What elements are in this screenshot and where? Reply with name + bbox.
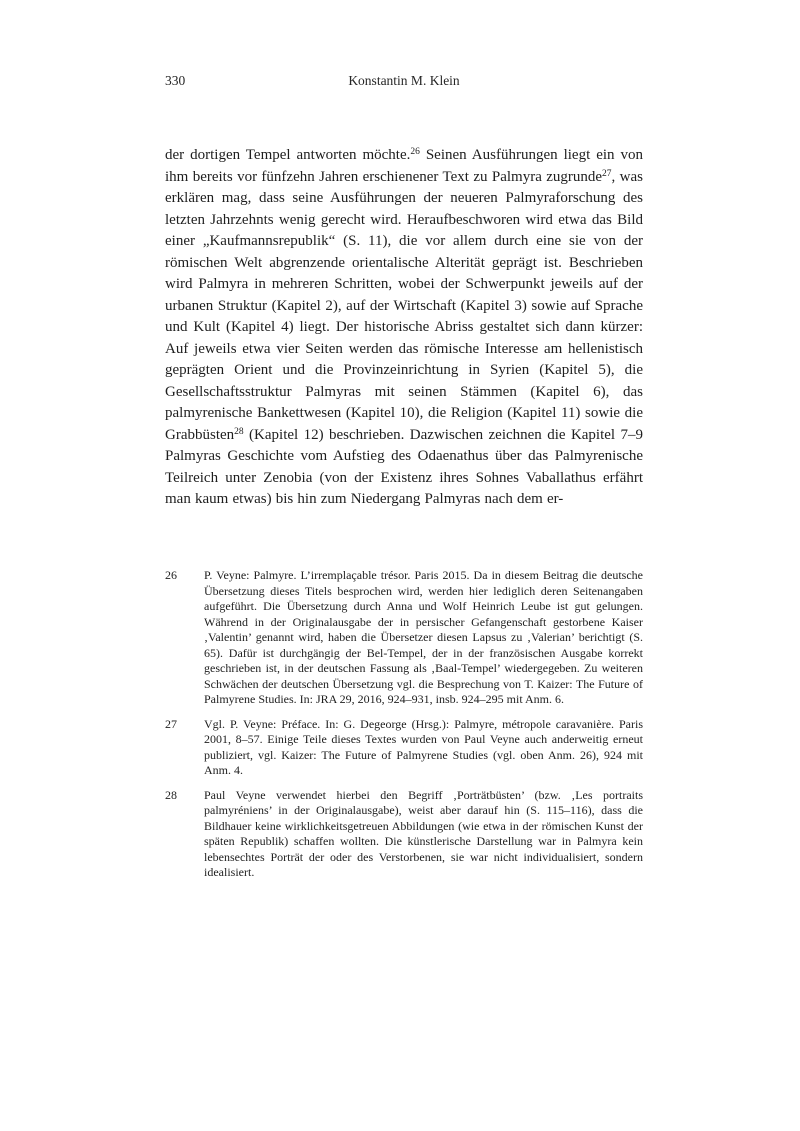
footnote-ref-27: 27 bbox=[602, 168, 612, 179]
footnote-number: 28 bbox=[165, 787, 177, 802]
body-segment: Seinen Ausführungen liegt ein von ihm bereits vor fünfzehn Jahren erschienener Text zu Palmyra zugrunde bbox=[165, 147, 643, 185]
body-text-block bbox=[165, 145, 643, 511]
footnote-ref-26: 26 bbox=[410, 147, 420, 157]
body-segment: (Kapitel 12) beschrieben. Dazwischen zeichnen die Kapitel 7–9 Palmyras Geschichte vom Aufstieg des Odaenathus über das Palmyrenische Teilreich unter Zenobia (von der Existenz ihres Sohnes Vaballathus erfährt man kaum etwas) bis hin zum Niedergang Palmyras nach dem er- bbox=[165, 426, 643, 507]
footnote-number: 27 bbox=[165, 716, 177, 731]
page-header bbox=[165, 72, 643, 89]
footnote-number: 26 bbox=[165, 568, 177, 582]
footnote-text: Vgl. P. Veyne: Préface. In: G. Degeorge (Hrsg.): Palmyre, métropole caravanière. Paris 2001, 8–57. Einige Teile dieses Textes wurden von Paul Veyne auch anderweitig erneut publiziert, vgl. Kaizer: The Future of Palmyrene Studies (vgl. oben Anm. 26), 924 mit Anm. 4. bbox=[204, 716, 643, 777]
body-paragraph bbox=[165, 145, 643, 511]
footnotes-block bbox=[165, 568, 643, 890]
footnote-26 bbox=[165, 568, 643, 708]
footnote-ref-28: 28 bbox=[234, 426, 244, 437]
body-segment: der dortigen Tempel antworten möchte. bbox=[165, 147, 411, 163]
running-head: Konstantin M. Klein bbox=[348, 73, 460, 88]
page-number: 330 bbox=[165, 73, 186, 88]
footnote-text: P. Veyne: Palmyre. L’irremplaçable trésor. Paris 2015. Da in diesem Beitrag die deutsche Übersetzung dieses Titels besprochen wird, werden hier lediglich deren Seitenangaben aufgeführt. Die Übersetzung durch Anna und Wolf Heinrich Leube ist gut gelungen. Während in der Originalausgabe der in persischer Gefangenschaft gestorbene Kaiser ‚Valentin’ genannt wird, haben die Übersetzer diesen Lapsus zu ‚Valerian’ berichtigt (S. 65). Dafür ist durchgängig der Bel-Tempel, der in der französischen Ausgabe korrekt geschrieben ist, in der deutschen Fassung als ‚Baal-Tempel’ wiedergegeben. Zu weiteren Schwächen der deutschen Übersetzung vgl. die Besprechung von T. Kaizer: The Future of Palmyrene Studies. In: JRA 29, 2016, 924–931, insb. 924–295 mit Anm. 6. bbox=[204, 568, 643, 706]
body-segment: , was erklären mag, dass seine Ausführungen der neueren Palmyraforschung des letzten Jahrzehnts wenig gerecht wird. Heraufbeschworen wird etwa das Bild einer „Kaufmannsrepublik“ (S. 11), die vor allem durch eine sie von der römischen Welt abgrenzende orientalische Alterität geprägt ist. Beschrieben wird Palmyra in mehreren Schritten, wobei der Schwerpunkt jeweils auf der urbanen Struktur (Kapitel 2), auf der Wirtschaft (Kapitel 3) sowie auf Sprache und Kult (Kapitel 4) liegt. Der historische Abriss gestaltet sich dann kürzer: Auf jeweils etwa vier Seiten werden das römische Interesse am hellenistisch geprägten Orient und die Provinzeinrichtung in Syrien (Kapitel 5), die Gesellschaftsstruktur Palmyras mit seinen Stämmen (Kapitel 6), das palmyrenische Bankettwesen (Kapitel 10), die Religion (Kapitel 11) sowie die Grabbüsten bbox=[165, 168, 643, 443]
footnote-28 bbox=[165, 788, 643, 881]
footnote-27 bbox=[165, 717, 643, 779]
footnote-text: Paul Veyne verwendet hierbei den Begriff ‚Porträtbüsten’ (bzw. ‚Les portraits palmyréniens’ in der Originalausgabe), weist aber darauf hin (S. 115–116), dass die Bildhauer keine wirklichkeitsgetreuen Abbildungen (wie etwa in der römischen Kunst der späten Republik) schaffen wollten. Die künstlerische Darstellung war in Palmyra kein lebensechtes Porträt der oder des Verstorbenen, sie war nicht individualisiert, sondern idealisiert. bbox=[204, 787, 643, 879]
